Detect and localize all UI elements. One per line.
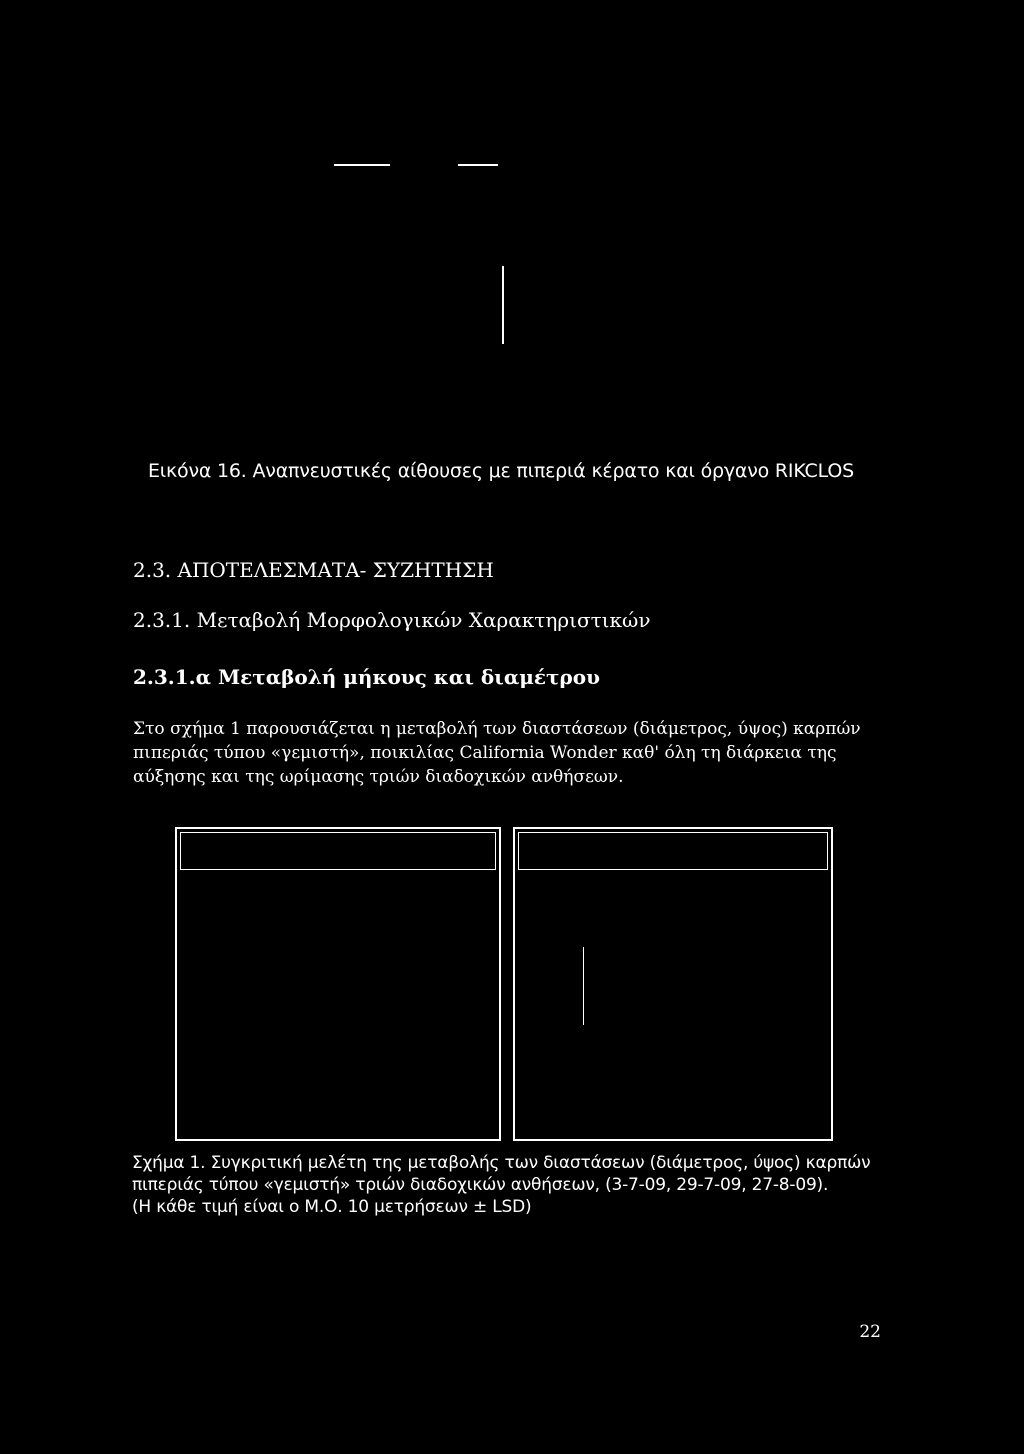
figure-16-caption: Εικόνα 16. Αναπνευστικές αίθουσες με πιπεριά κέρατο και όργανο RIKCLOS (148, 460, 854, 482)
section-title: 2.3. ΑΠΟΤΕΛΕΣΜΑΤΑ- ΣΥΖΗΤΗΣΗ (133, 558, 494, 582)
figure-caption-line: Σχήμα 1. Συγκριτική μελέτη της μεταβολής των διαστάσεων (διάμετρος, ύψος) καρπών (132, 1153, 871, 1173)
image-remnant-line (458, 164, 498, 166)
paragraph-line: Στο σχήμα 1 παρουσιάζεται η μεταβολή των διαστάσεων (διάμετρος, ύψος) καρπών (133, 719, 861, 739)
figure-caption-line: (Η κάθε τιμή είναι ο Μ.Ο. 10 μετρήσεων ± LSD) (132, 1197, 532, 1217)
page-number: 22 (859, 1322, 881, 1342)
image-remnant-line (334, 164, 390, 166)
figure-1-caption (132, 1152, 892, 1218)
paragraph-line: αύξησης και της ωρίμασης τριών διαδοχικών ανθήσεων. (133, 767, 624, 787)
subsection-title: 2.3.1. Μεταβολή Μορφολογικών Χαρακτηριστικών (133, 608, 651, 632)
body-paragraph (133, 717, 893, 789)
figure-1-left-panel (175, 827, 501, 1141)
paragraph-line: πιπεριάς τύπου «γεμιστή», ποικιλίας California Wonder καθ' όλη τη διάρκεια της (133, 743, 837, 763)
figure-caption-line: πιπεριάς τύπου «γεμιστή» τριών διαδοχικών ανθήσεων, (3-7-09, 29-7-09, 27-8-09). (132, 1175, 829, 1195)
right-panel-header-box (518, 832, 828, 870)
figure-1-right-panel (513, 827, 833, 1141)
right-panel-error-bar (583, 947, 584, 1025)
left-panel-header-box (180, 832, 496, 870)
subsubsection-title: 2.3.1.α Μεταβολή μήκους και διαμέτρου (133, 665, 601, 689)
image-remnant-line (502, 266, 504, 344)
